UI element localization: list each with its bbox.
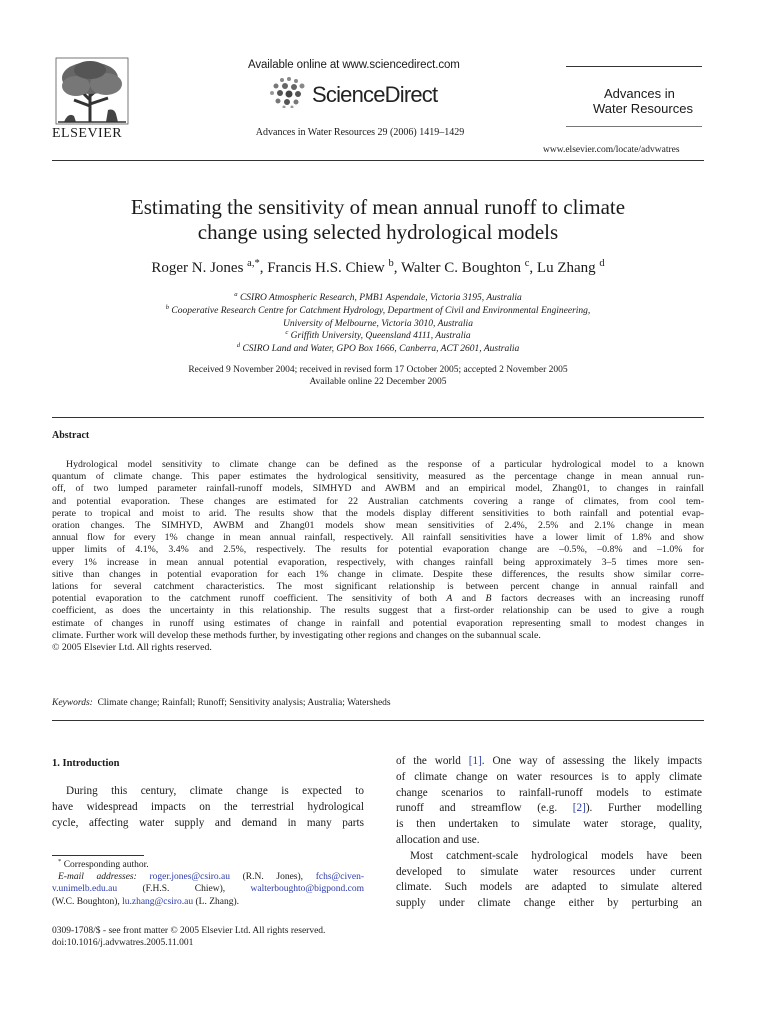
affiliation-b: $^b$ Cooperative Research Centre for Catchment Hydrology, Department of Civil and Environmental Engineering, (165, 303, 591, 316)
doi-line[interactable]: doi:10.1016/j.advwatres.2005.11.001 (52, 938, 194, 948)
article-title (52, 195, 704, 245)
text-line: of climate change on water resources is to apply climate (396, 770, 702, 783)
text-line: supply under climate change either by perturbing an (396, 897, 702, 910)
journal-title-line1: Advances in (604, 86, 675, 101)
publisher-name: ELSEVIER (52, 126, 123, 141)
journal-rule-bottom (566, 126, 702, 127)
abstract-divider-bottom (52, 720, 704, 721)
email-link[interactable]: lu.zhang@csiro.au (122, 896, 194, 907)
journal-url[interactable]: www.elsevier.com/locate/advwatres (543, 145, 680, 155)
text-line: allocation and use. (396, 833, 480, 846)
author: Lu Zhang $^d$ (536, 258, 605, 276)
abstract-divider-top (52, 417, 704, 418)
header-divider (52, 160, 704, 161)
keywords-label: Keywords: (52, 698, 93, 708)
affiliation-c: $^c$ Griffith University, Queensland 4111, Australia (285, 329, 471, 342)
sciencedirect-wordmark: ScienceDirect (312, 82, 438, 107)
elsevier-logo (52, 56, 130, 141)
author: Walter C. Boughton $^c$, (400, 258, 537, 276)
sciencedirect-dots-icon (268, 76, 312, 108)
article-dates (52, 364, 704, 388)
author: Roger N. Jones $^{a,*}$, (151, 258, 268, 276)
footnote-corresponding: * Corresponding author. (58, 857, 149, 870)
text-line: developed to simulate water resources under current (396, 865, 702, 878)
abstract-copyright: © 2005 Elsevier Ltd. All rights reserved. (52, 642, 212, 654)
email-link[interactable]: v.unimelb.edu.au (52, 884, 118, 895)
available-online-date: Available online 22 December 2005 (309, 377, 447, 387)
affiliation-a: $^a$ CSIRO Atmospheric Research, PMB1 Aspendale, Victoria 3195, Australia (234, 290, 522, 303)
text-line: have widespread impacts on the terrestrial hydrological (52, 800, 364, 813)
text-line: off, of two lumped parameter rainfall-runoff models, SIMHYD and AWBM and an empirical model, Zhang01, to changes in rainfall (52, 483, 704, 495)
received-dates: Received 9 November 2004; received in revised form 17 October 2005; accepted 2 November 2005 (188, 365, 568, 375)
sciencedirect-logo (268, 76, 458, 110)
text-line: and potential evaporation. These changes are estimated for 22 Australian catchments covering a range of climates, from cool tem- (52, 495, 704, 507)
text-line: change scenarios to rainfall-runoff models to estimate (396, 786, 702, 799)
text-line: oration changes. The SIMHYD, AWBM and Zhang01 models show mean sensitivities of 2.4%, 2.5% and 2.1% change in mean (52, 520, 704, 532)
issn-line: 0309-1708/$ - see front matter © 2005 Elsevier Ltd. All rights reserved. (52, 926, 326, 936)
text-line: of the world [1]. One way of assessing the likely impacts (396, 755, 702, 767)
text-line: Most catchment-scale hydrological models have been (410, 849, 702, 862)
text-line: potential evaporation to the catchment runoff coefficient. The sensitivity of both A and B factors decreases with an increasing runoff (52, 593, 704, 605)
author: Francis H.S. Chiew $^b$, (267, 258, 401, 276)
text-line: quantum of climate change. This paper estimates the hydrological sensitivity, measured as the percentage change in mean annual run- (52, 471, 704, 483)
text-line: every 1% increase in mean annual potential evaporation, respectively, with changes rainfall being approximately 3–5 times more sen- (52, 556, 704, 568)
text-line: annual flow for every 1% change in mean annual rainfall, respectively. All rainfall sensitivities have a lower limit of 1.8% and show (52, 532, 704, 544)
text-line: is then undertaken to simulate water storage, quality, (396, 818, 702, 831)
title-line-1: Estimating the sensitivity of mean annual runoff to climate (130, 195, 626, 219)
keywords-list: Climate change; Rainfall; Runoff; Sensitivity analysis; Australia; Watersheds (97, 698, 391, 708)
elsevier-tree-icon (54, 56, 130, 126)
journal-citation: Advances in Water Resources 29 (2006) 1419–1429 (255, 127, 465, 138)
text-line: During this century, climate change is expected to (66, 785, 364, 797)
intro-right-column (396, 754, 702, 912)
footnote-rule (52, 855, 144, 856)
journal-title-line2: Water Resources (593, 101, 693, 116)
citation-link[interactable]: [2] (572, 802, 586, 815)
text-line: runoff and streamflow (e.g. [2]). Further modelling (396, 802, 702, 815)
text-line: estimate of changes in runoff using estimates of change in rainfall and potential evaporation representing small to modest changes in (52, 617, 704, 629)
text-line: cycle, affecting water supply and demand in many parts (52, 816, 364, 829)
author-list (52, 260, 704, 277)
footnote: * Corresponding author. E-mail addresses: roger.jones@csiro.au (R.N. Jones), fchs@civen- v.unimelb.edu.au (F.H.S. Chiew), walterboughto@bigpond.com (W.C. Boughton), lu.zhang@csiro.au (L. Zhang). (52, 857, 365, 907)
abstract-body (52, 459, 704, 654)
text-line: coefficient, as does the uncertainty in this relationship. The results suggest that a first-order relationship can be used to give a rough (52, 605, 704, 617)
text-line: climate. Further work will develop these methods further, by investigating other regions and changes on the subannual scale. (52, 629, 541, 641)
affiliations (52, 292, 704, 356)
text-line: Hydrological model sensitivity to climate change can be defined as the response of a particular hydrological model to a known (66, 459, 704, 470)
intro-left-column (52, 784, 364, 831)
keywords (52, 698, 391, 708)
affiliation-d: $^d$ CSIRO Land and Water, GPO Box 1666, Canberra, ACT 2601, Australia (236, 342, 520, 355)
email-link[interactable]: roger.jones@csiro.au (149, 872, 230, 883)
abstract-heading: Abstract (52, 430, 90, 441)
email-link[interactable]: fchs@civen- (315, 872, 365, 883)
text-line: lations for several catchment characteristics. The most significant relationship is between percent change in annual rainfall and (52, 581, 704, 593)
text-line: upper limits of 4.1%, 3.4% and 2.5%, respectively. The results for potential evaporation change are –0.5%, –0.8% and –1.0% for (52, 544, 704, 556)
title-line-2: change using selected hydrological models (197, 220, 559, 244)
journal-rule-top (566, 66, 702, 67)
available-online: Available online at www.sciencedirect.com (248, 59, 460, 71)
citation-link[interactable]: [1] (468, 755, 482, 767)
email-link[interactable]: walterboughto@bigpond.com (250, 884, 364, 895)
footnote-emails: E-mail addresses: roger.jones@csiro.au (R.N. Jones), fchs@civen- (58, 872, 365, 883)
section-heading-intro: 1. Introduction (52, 758, 120, 769)
affiliation-b-cont: University of Melbourne, Victoria 3010, Australia (283, 318, 473, 329)
text-line: perate to tropical and moist to arid. The results show that the models display different sensitivities to both rainfall and potential evap- (52, 507, 704, 519)
text-line: sitive than changes in potential evaporation for each 1% change in climate. Despite these differences, the results show similar corre- (52, 568, 704, 580)
text-line: climate. Such models are adapted to simulate altered (396, 881, 702, 894)
